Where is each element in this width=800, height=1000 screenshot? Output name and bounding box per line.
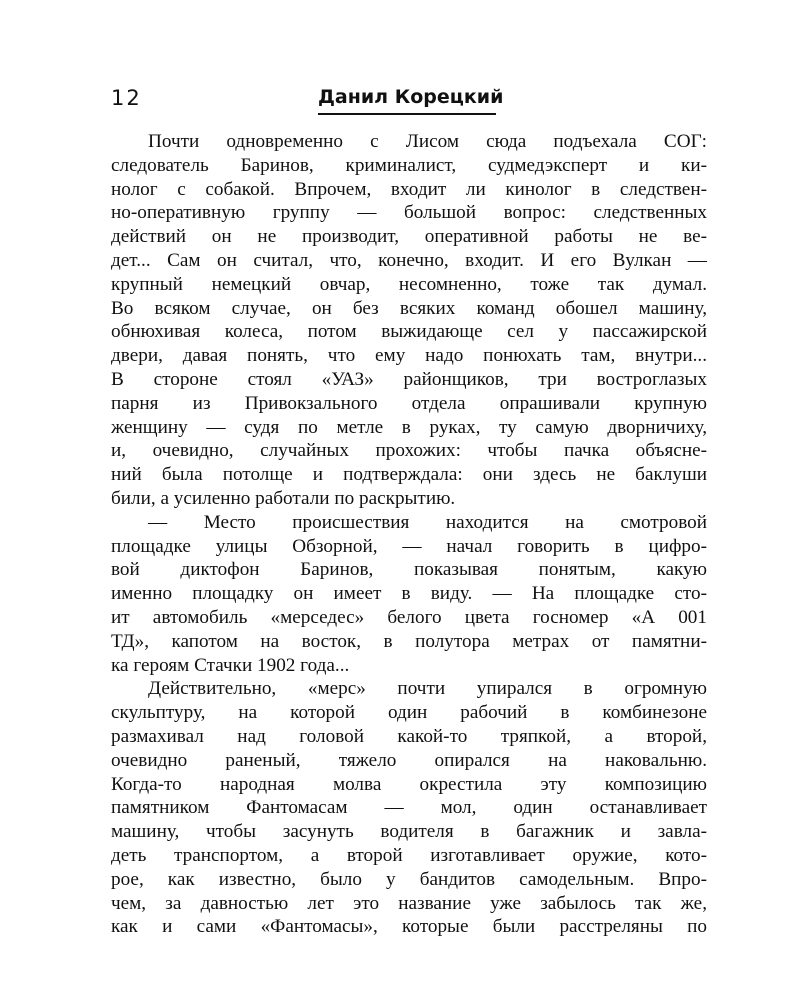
text-line: ит автомобиль «мерседес» белого цвета госномер «А 001	[111, 606, 707, 628]
text-line: дет... Сам он считал, что, конечно, входит. И его Вулкан —	[111, 249, 707, 271]
text-line: Почти одновременно с Лисом сюда подъехала СОГ:	[148, 131, 707, 152]
text-line: крупный немецкий овчар, несомненно, тоже так думал.	[111, 273, 707, 295]
text-line: как и сами «Фантомасы», которые были расстреляны по	[111, 916, 707, 938]
text-line: следователь Баринов, криминалист, судмедэксперт и ки-	[111, 154, 707, 176]
text-line: ка героям Стачки 1902 года...	[111, 654, 350, 676]
text-line: Когда-то народная молва окрестила эту композицию	[111, 773, 707, 795]
running-head-author: Данил Корецкий	[318, 86, 504, 108]
text-line: размахивал над головой какой-то тряпкой, а второй,	[111, 725, 707, 747]
text-line: женщину — судя по метле в руках, ту самую дворничиху,	[111, 416, 707, 438]
text-line: обнюхивая колеса, потом выжидающе сел у пассажирской	[111, 321, 707, 343]
text-line: рое, как известно, было у бандитов самодельным. Впро-	[111, 868, 707, 890]
text-line: очевидно раненый, тяжело опирался на наковальню.	[111, 749, 707, 771]
text-line: парня из Привокзального отдела опрашивали крупную	[111, 392, 707, 414]
text-line: вой диктофон Баринов, показывая понятым, какую	[111, 559, 707, 581]
text-line: площадке улицы Обзорной, — начал говорить в цифро-	[111, 535, 707, 557]
text-line: — Место происшествия находится на смотровой	[148, 511, 707, 533]
text-line: но-оперативную группу — большой вопрос: следственных	[111, 202, 707, 224]
text-line: именно площадку он имеет в виду. — На площадке сто-	[111, 583, 707, 605]
text-line: машину, чтобы засунуть водителя в багажник и завла-	[111, 821, 707, 843]
text-line: Действительно, «мерс» почти упирался в огромную	[148, 678, 707, 700]
body-text	[111, 130, 707, 939]
text-line: чем, за давностью лет это название уже забылось так же,	[111, 892, 707, 914]
text-line: памятником Фантомасам — мол, один останавливает	[111, 797, 707, 819]
header-underline	[318, 113, 496, 115]
text-line: деть транспортом, а второй изготавливает оружие, кото-	[111, 844, 707, 866]
text-line: ний была потолще и подтверждала: они здесь не баклуши	[111, 464, 707, 486]
text-line: действий он не производит, оперативной работы не ве-	[111, 226, 707, 248]
text-line: и, очевидно, случайных прохожих: чтобы пачка объясне-	[111, 440, 707, 462]
page-number: 12	[111, 86, 142, 110]
text-line: нолог с собакой. Впрочем, входит ли кинолог в следствен-	[111, 178, 707, 200]
text-line: Во всяком случае, он без всяких команд обошел машину,	[111, 297, 707, 319]
text-line: двери, давая понять, что ему надо понюхать там, внутри...	[111, 345, 707, 367]
text-line: били, а усиленно работали по раскрытию.	[111, 487, 456, 509]
text-line: В стороне стоял «УАЗ» районщиков, три востроглазых	[111, 368, 707, 390]
text-line: скульптуру, на которой один рабочий в комбинезоне	[111, 702, 707, 724]
text-line: ТД», капотом на восток, в полутора метрах от памятни-	[111, 630, 707, 652]
